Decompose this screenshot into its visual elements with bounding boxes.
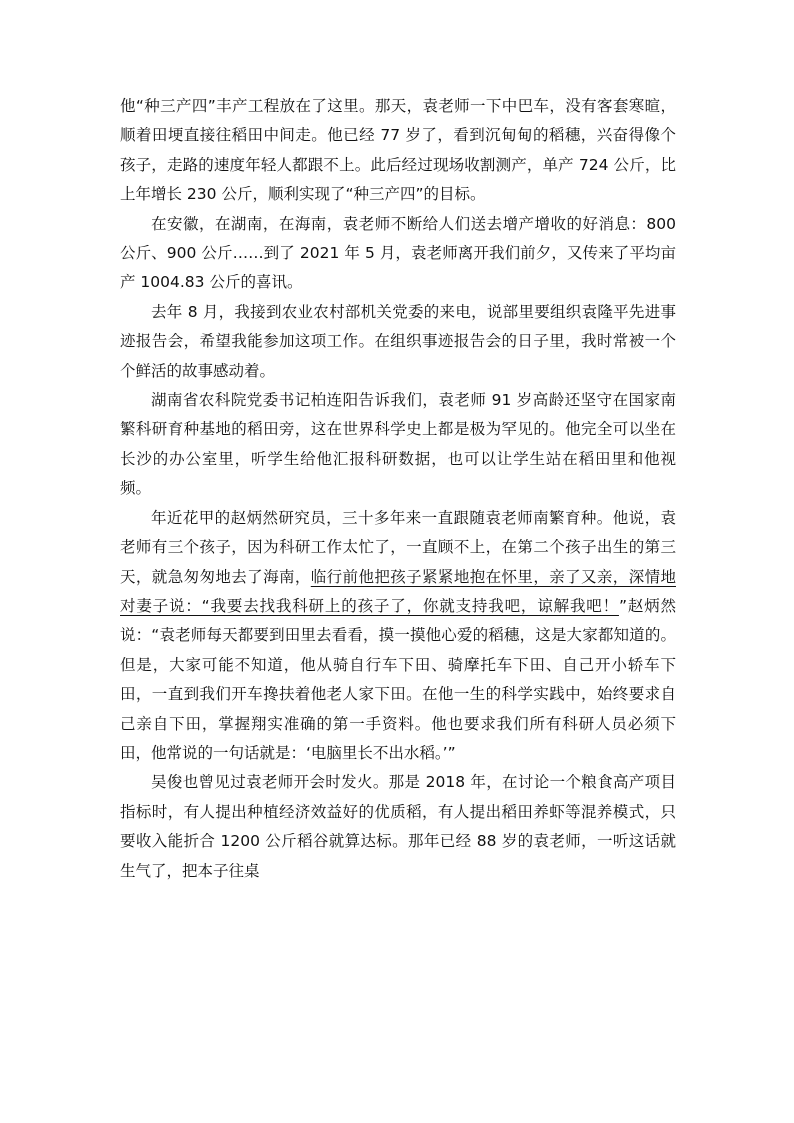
paragraph-text: 湖南省农科院党委书记柏连阳告诉我们，袁老师 91 岁高龄还坚守在国家南繁科研育种基地的稻田旁，这在世界科学史上都是极为罕见的。他完全可以坐在长沙的办公室里，听学生给他汇报科研数据，也可以让学生站在稻田里和他视频。 (120, 391, 676, 498)
paragraph-5 (120, 504, 676, 769)
paragraph-text: 去年 8 月，我接到农业农村部机关党委的来电，说部里要组织袁隆平先进事迹报告会，希望我能参加这项工作。在组织事迹报告会的日子里，我时常被一个个鲜活的故事感动着。 (120, 302, 676, 380)
paragraph-text: 吴俊也曾见过袁老师开会时发火。那是 2018 年，在讨论一个粮食高产项目指标时，有人提出种植经济效益好的优质稻，有人提出稻田养虾等混养模式，只要收入能折合 1200 公斤稻谷就算达标。那年已经 88 岁的袁老师，一听这话就生气了，把本子往桌 (120, 773, 676, 880)
paragraph-text: 他“种三产四”丰产工程放在了这里。那天，袁老师一下中巴车，没有客套寒暄，顺着田埂直接往稻田中间走。他已经 77 岁了，看到沉甸甸的稻穗，兴奋得像个孩子，走路的速度年轻人都跟不上。此后经过现场收割测产，单产 724 公斤，比上年增长 230 公斤，顺利实现了“种三产四”的目标。 (120, 97, 676, 204)
paragraph-text: ”赵炳然说：“袁老师每天都要到田里去看看，摸一摸他心爱的稻穗，这是大家都知道的。但是，大家可能不知道，他从骑自行车下田、骑摩托车下田、自己开小轿车下田，一直到我们开车搀扶着他老人家下田。在他一生的科学实践中，始终要求自己亲自下田，掌握翔实准确的第一手资料。他也要求我们所有科研人员必须下田，他常说的一句话就是：‘电脑里长不出水稻。’” (120, 596, 676, 762)
document-page (120, 92, 676, 886)
paragraph-1 (120, 92, 676, 210)
paragraph-6 (120, 768, 676, 886)
paragraph-text: 在安徽，在湖南，在海南，袁老师不断给人们送去增产增收的好消息：800 公斤、900 公斤……到了 2021 年 5 月，袁老师离开我们前夕，又传来了平均亩产 1004.83 公斤的喜讯。 (120, 214, 676, 292)
paragraph-3 (120, 298, 676, 386)
paragraph-2 (120, 210, 676, 298)
paragraph-4 (120, 386, 676, 504)
paragraph-text: 年近花甲的赵炳然研究员，三十多年来一直跟随袁老师南繁育种。他说，袁老师有三个孩子，因为科研工作太忙了，一直顾不上，在第二个孩子出生的第三天，就急匆匆地去了海南， (120, 508, 676, 586)
underlined-quote: 临行前他把孩子紧紧地抱在怀里，亲了又亲，深情地对妻子说：“我要去找我科研上的孩子了，你就支持我吧，谅解我吧！ (120, 567, 676, 615)
